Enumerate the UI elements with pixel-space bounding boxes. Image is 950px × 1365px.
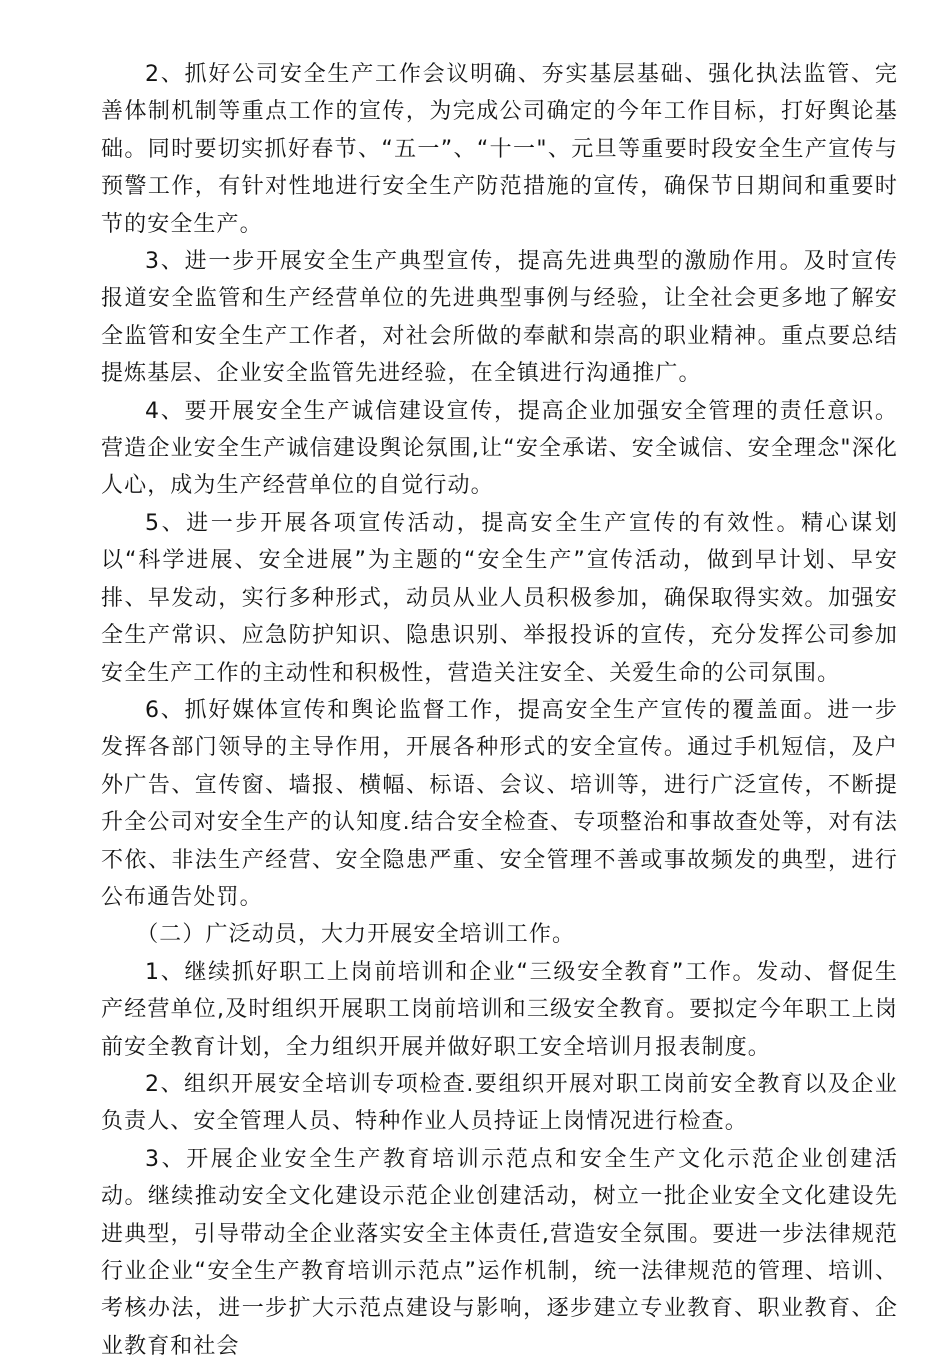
document-body bbox=[101, 56, 898, 1365]
paragraph-training-1: 1、继续抓好职工上岗前培训和企业“三级安全教育”工作。发动、督促生产经营单位,及时组织开展职工岗前培训和三级安全教育。要拟定今年职工上岗前安全教育计划，全力组织开展并做好职工安全培训月报表制度。 bbox=[101, 959, 898, 1060]
paragraph-item-2: 2、抓好公司安全生产工作会议明确、夯实基层基础、强化执法监管、完善体制机制等重点工作的宣传，为完成公司确定的今年工作目标，打好舆论基础。同时要切实抓好春节、“五一”、“十一"、元旦等重要时段安全生产宣传与预警工作，有针对性地进行安全生产防范措施的宣传，确保节日期间和重要时节的安全生产。 bbox=[101, 62, 898, 237]
paragraph-training-2: 2、组织开展安全培训专项检查.要组织开展对职工岗前安全教育以及企业负责人、安全管理人员、特种作业人员持证上岗情况进行检查。 bbox=[101, 1071, 898, 1135]
paragraph-item-4: 4、要开展安全生产诚信建设宣传，提高企业加强安全管理的责任意识。营造企业安全生产诚信建设舆论氛围,让“安全承诺、安全诚信、安全理念"深化人心，成为生产经营单位的自觉行动。 bbox=[101, 398, 898, 499]
paragraph-item-6: 6、抓好媒体宣传和舆论监督工作，提高安全生产宣传的覆盖面。进一步发挥各部门领导的主导作用，开展各种形式的安全宣传。通过手机短信，及户外广告、宣传窗、墙报、横幅、标语、会议、培训等，进行广泛宣传，不断提升全公司对安全生产的认知度.结合安全检查、专项整治和事故查处等，对有法不依、非法生产经营、安全隐患严重、安全管理不善或事故频发的典型，进行公布通告处罚。 bbox=[101, 697, 898, 910]
paragraph-item-5: 5、进一步开展各项宣传活动，提高安全生产宣传的有效性。精心谋划以“科学进展、安全进展”为主题的“安全生产”宣传活动，做到早计划、早安排、早发动，实行多种形式，动员从业人员积极参加，确保取得实效。加强安全生产常识、应急防护知识、隐患识别、举报投诉的宣传，充分发挥公司参加安全生产工作的主动性和积极性，营造关注安全、关爱生命的公司氛围。 bbox=[101, 510, 898, 686]
paragraph-training-3: 3、开展企业安全生产教育培训示范点和安全生产文化示范企业创建活动。继续推动安全文化建设示范企业创建活动，树立一批企业安全文化建设先进典型，引导带动全企业落实安全主体责任,营造安全氛围。要进一步法律规范行业企业“安全生产教育培训示范点”运作机制，统一法律规范的管理、培训、考核办法，进一步扩大示范点建设与影响，逐步建立专业教育、职业教育、企业教育和社会 bbox=[101, 1146, 898, 1359]
section-heading-training: （二）广泛动员，大力开展安全培训工作。 bbox=[136, 922, 576, 948]
paragraph-item-3: 3、进一步开展安全生产典型宣传，提高先进典型的激励作用。及时宣传报道安全监管和生产经营单位的先进典型事例与经验，让全社会更多地了解安全监管和安全生产工作者，对社会所做的奉献和崇高的职业精神。重点要总结提炼基层、企业安全监管先进经验，在全镇进行沟通推广。 bbox=[101, 249, 898, 387]
